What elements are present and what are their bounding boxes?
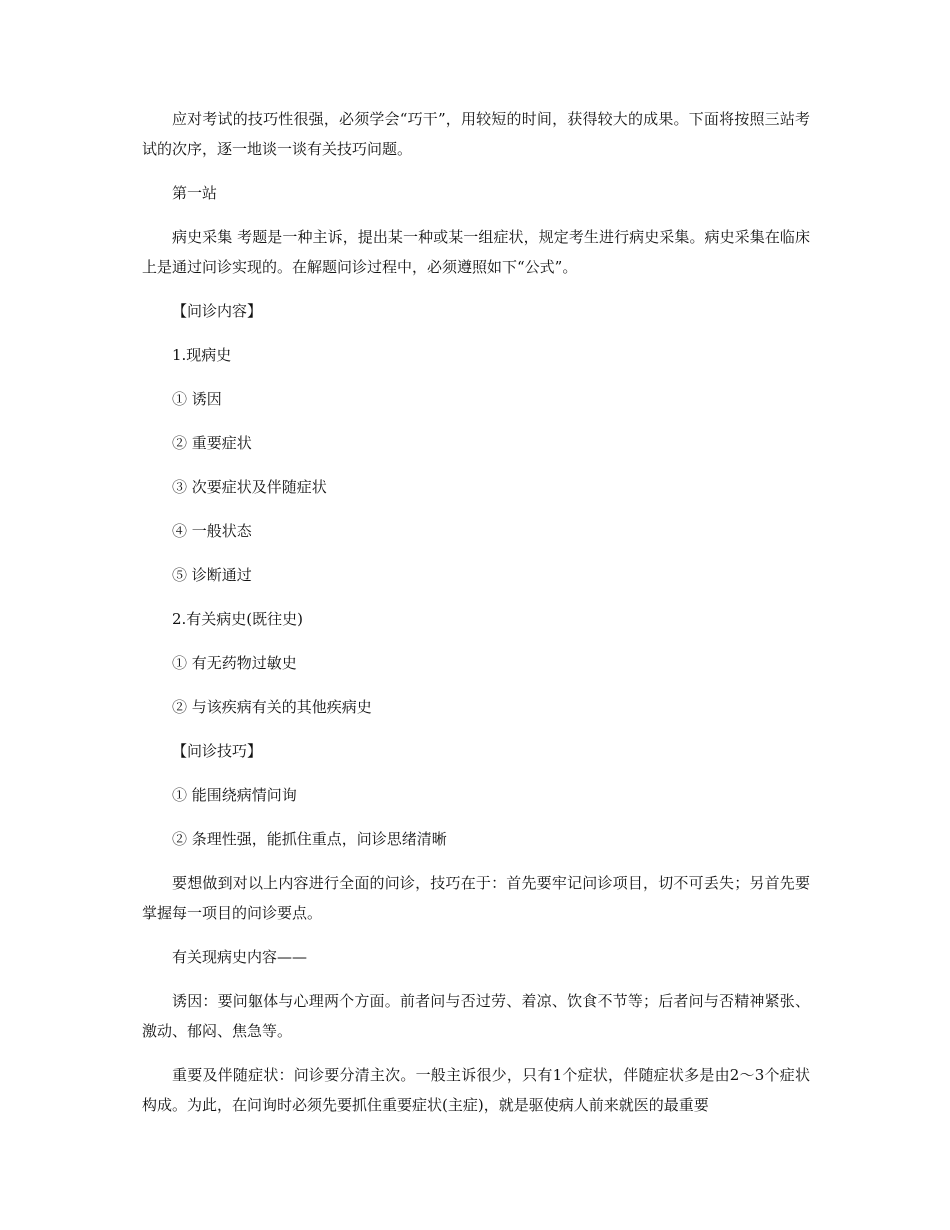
technique-paragraph: 要想做到对以上内容进行全面的问诊，技巧在于：首先要牢记问诊项目，切不可丢失；另首先要掌握每一项目的问诊要点。 xyxy=(142,874,810,922)
symptoms-paragraph: 重要及伴随症状：问诊要分清主次。一般主诉很少，只有1个症状，伴随症状多是由2～3个症状构成。为此，在问询时必须先要抓住重要症状(主症)，就是驱使病人前来就医的最重要 xyxy=(142,1066,810,1114)
list-item: ③ 次要症状及伴随症状 xyxy=(172,478,327,496)
section-heading-station-1: 第一站 xyxy=(172,184,218,202)
present-illness-heading: 有关现病史内容—— xyxy=(172,948,308,966)
list-item: ② 重要症状 xyxy=(172,434,252,452)
list-item: ② 条理性强，能抓住重点，问诊思绪清晰 xyxy=(172,830,447,848)
list-item: ② 与该疾病有关的其他疾病史 xyxy=(172,698,372,716)
list-heading-present-illness: 1.现病史 xyxy=(172,346,232,364)
subheading-inquiry-skills: 【问诊技巧】 xyxy=(172,742,263,760)
list-item: ① 能围绕病情问询 xyxy=(172,786,297,804)
list-item: ⑤ 诊断通过 xyxy=(172,566,252,584)
list-item: ④ 一般状态 xyxy=(172,522,252,540)
document-body xyxy=(142,104,810,1134)
list-item: ① 有无药物过敏史 xyxy=(172,654,297,672)
history-taking-paragraph: 病史采集 考题是一种主诉，提出某一种或某一组症状，规定考生进行病史采集。病史采集在临床上是通过问诊实现的。在解题问诊过程中，必须遵照如下“公式”。 xyxy=(142,228,810,276)
list-item: ① 诱因 xyxy=(172,390,222,408)
list-heading-past-history: 2.有关病史(既往史) xyxy=(172,610,304,628)
cause-paragraph: 诱因：要问躯体与心理两个方面。前者问与否过劳、着凉、饮食不节等；后者问与否精神紧张、激动、郁闷、焦急等。 xyxy=(142,992,810,1040)
subheading-inquiry-content: 【问诊内容】 xyxy=(172,302,263,320)
intro-paragraph: 应对考试的技巧性很强，必须学会“巧干”，用较短的时间，获得较大的成果。下面将按照三站考试的次序，逐一地谈一谈有关技巧问题。 xyxy=(142,110,810,158)
